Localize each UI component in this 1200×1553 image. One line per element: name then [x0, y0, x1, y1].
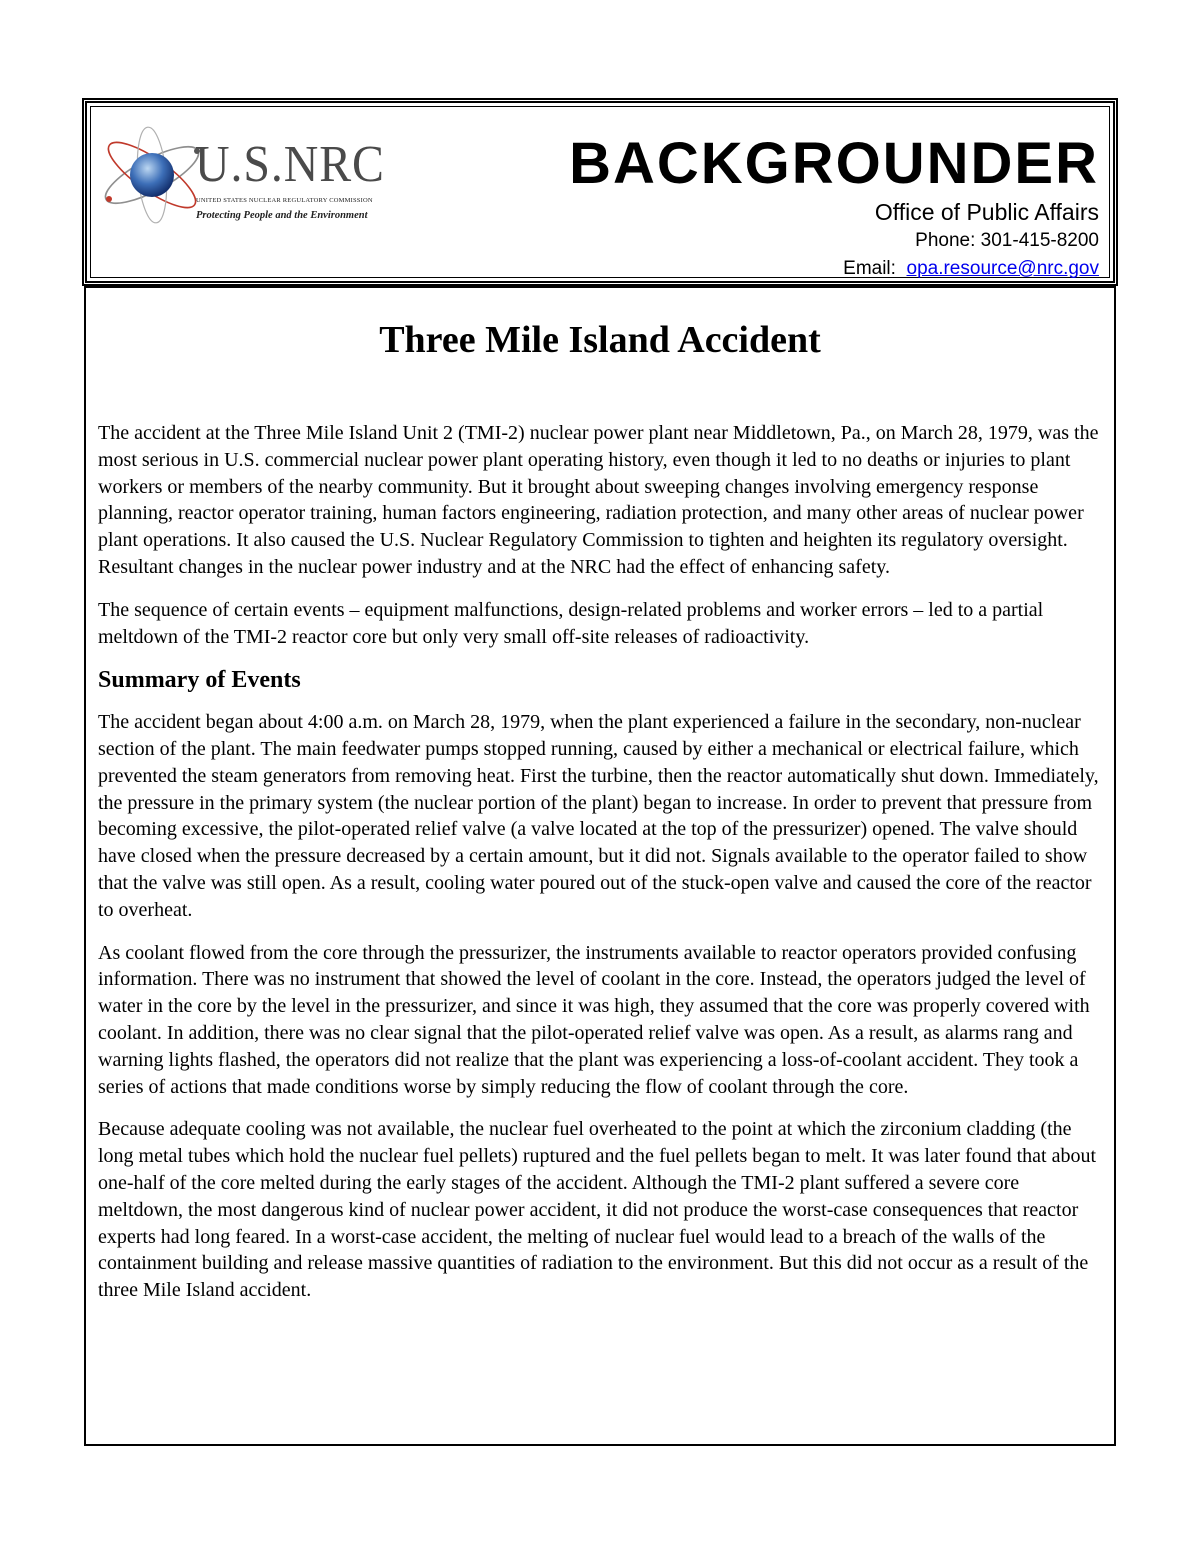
header-box — [82, 98, 1118, 286]
section-paragraph: The accident began about 4:00 a.m. on March 28, 1979, when the plant experienced a failure in the secondary, non-nuclear section of the plant. The main feedwater pumps stopped running, caused by either a mechanical or electrical failure, which prevented the steam generators from removing heat. First the turbine, then the reactor automatically shut down. Immediately, the pressure in the primary system (the nuclear portion of the plant) began to increase. In order to prevent that pressure from becoming excessive, the pilot-operated relief valve (a valve located at the top of the pressurizer) opened. The valve should have closed when the pressure decreased by a certain amount, but it did not. Signals available to the operator failed to show that the valve was still open. As a result, cooling water poured out of the stuck-open valve and caused the core of the reactor to overheat. — [98, 711, 1099, 921]
office-name: Office of Public Affairs — [874, 199, 1099, 225]
logo-agency-name: UNITED STATES NUCLEAR REGULATORY COMMISSION — [196, 197, 373, 204]
intro-paragraph: The sequence of certain events – equipment malfunctions, design-related problems and worker errors – led to a partial meltdown of the TMI-2 reactor core but only very small off-site releases of radioactivity. — [98, 598, 1044, 648]
section-paragraph: As coolant flowed from the core through the pressurizer, the instruments available to reactor operators provided confusing information. There was no instrument that showed the level of coolant in the core. Instead, the operators judged the level of water in the core by the level in the pressurizer, and since it was high, they assumed that the core was properly covered with coolant. In addition, there was no clear signal that the pilot-operated relief valve was open. As a result, as alarms rang and warning lights flashed, the operators did not realize that the plant was experiencing a loss-of-coolant accident. They took a series of actions that made conditions worse by simply reducing the flow of coolant through the core. — [98, 941, 1090, 1098]
logo-tagline: Protecting People and the Environment — [196, 210, 368, 221]
email-label: Email: — [843, 258, 907, 279]
intro-paragraph: The accident at the Three Mile Island Unit 2 (TMI-2) nuclear power plant near Middletown, Pa., on March 28, 1979, was the most serious in U.S. commercial nuclear power plant operating history, even though it led to no deaths or injuries to plant workers or members of the nearby community. But it brought about sweeping changes involving emergency response planning, reactor operator training, human factors engineering, radiation protection, and many other areas of nuclear power plant operations. It also caused the U.S. Nuclear Regulatory Commission to tighten and heighten its regulatory oversight. Resultant changes in the nuclear power industry and at the NRC had the effect of enhancing safety. — [98, 422, 1099, 578]
backgrounder-title: BACKGROUNDER — [569, 131, 1099, 196]
content-box — [84, 286, 1116, 1446]
phone-number: Phone: 301-415-8200 — [915, 230, 1099, 251]
document-title: Three Mile Island Accident — [379, 319, 821, 361]
atom-globe-icon — [97, 117, 207, 232]
logo-wordmark: U.S.NRC — [195, 136, 385, 193]
section-paragraph: Because adequate cooling was not available, the nuclear fuel overheated to the point at which the zirconium cladding (the long metal tubes which hold the nuclear fuel pellets) ruptured and the fuel pellets began to melt. It was later found that about one-half of the core melted during the early stages of the accident. Although the TMI-2 plant suffered a severe core meltdown, the most dangerous kind of nuclear power accident, it did not produce the worst-case consequences that reactor experts had long feared. In a worst-case accident, the melting of nuclear fuel would lead to a breach of the walls of the containment building and release massive quantities of radiation to the environment. But this did not occur as a result of the three Mile Island accident. — [98, 1118, 1097, 1302]
section-heading: Summary of Events — [98, 667, 301, 694]
email-line — [843, 259, 1099, 278]
email-link[interactable]: opa.resource@nrc.gov — [906, 258, 1099, 279]
nrc-logo — [97, 117, 417, 227]
document-body — [98, 420, 1108, 1320]
header-inner-frame — [90, 106, 1110, 278]
